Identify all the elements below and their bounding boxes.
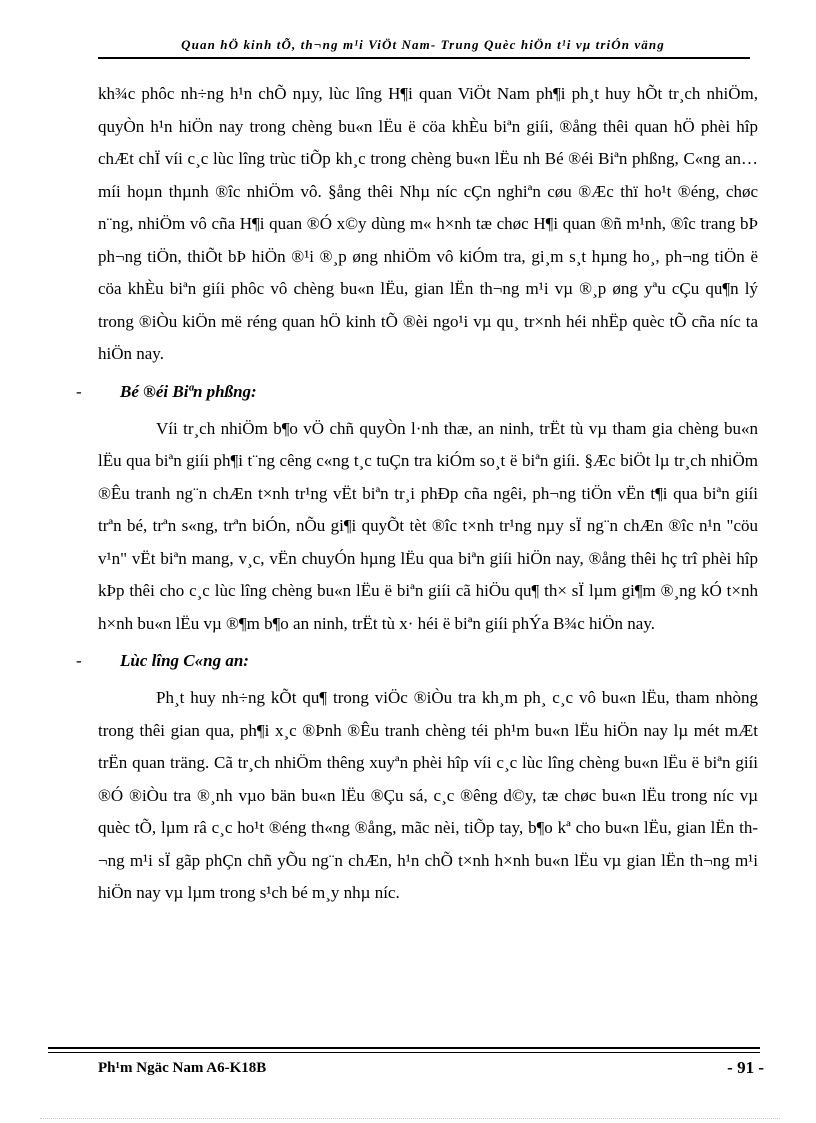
page-number: - 91 - xyxy=(727,1058,764,1077)
paragraph-customs: kh¾c phôc nh÷ng h¹n chÕ nµy, lùc lîng H¶i quan ViÖt Nam ph¶i ph¸t huy hÕt tr¸ch nhiÖm, quyÒn h¹n hiÖn nay trong chèng bu«n lËu ë cöa khÈu biªn giíi, ®ång thêi quan hÖ phèi hîp chÆt chÏ víi c¸c lùc lîng trùc tiÕp kh¸c trong chèng bu«n lËu nh Bé ®éi Biªn phßng, C«ng an… míi hoµn thµnh ®îc nhiÖm vô. §ång thêi Nhµ níc cÇn nghiªn cøu ®Æc thï ho¹t ®éng, chøc n¨ng, nhiÖm vô cña H¶i quan ®Ó x©y dùng m« h×nh tæ chøc H¶i quan ®ñ m¹nh, ®îc trang bÞ ph¬ng tiÖn, thiÕt bÞ hiÖn ®¹i ®¸p øng nhiÖm vô kiÓm tra, gi¸m s¸t hµng ho¸, ph¬ng tiÖn ë cöa khÈu biªn giíi phôc vô chèng bu«n lËu, gian lËn th¬ng m¹i vµ ®¸p øng yªu cÇu qu¶n lý trong ®iÒu kiÖn më réng quan hÖ kinh tÕ ®èi ngo¹i vµ qu¸ tr×nh héi nhËp quèc tÕ cña níc ta hiÖn nay. xyxy=(98,84,758,363)
paragraph-police: Ph¸t huy nh÷ng kÕt qu¶ trong viÖc ®iÒu tra kh¸m ph¸ c¸c vô bu«n lËu, tham nhòng trong thêi gian qua, ph¶i x¸c ®Þnh ®Êu tranh chèng téi ph¹m bu«n lËu hiÖn nay lµ mét mÆt trËn quan träng. Cã tr¸ch nhiÖm thêng xuyªn phèi hîp víi c¸c lùc lîng chèng bu«n lËu ë biªn giíi ®Ó ®iÒu tra ®¸nh vµo bän bu«n lËu ®Çu sá, c¸c ®êng d©y, tæ chøc bu«n lËu trong níc vµ quèc tÕ, lµm râ c¸c ho¹t ®éng th«ng ®ång, mãc nèi, tiÕp tay, b¶o kª cho bu«n lËu, gian lËn th¬ng m¹i sÏ gãp phÇn chñ yÕu ng¨n chÆn, h¹n chÕ t×nh h×nh bu«n lËu vµ gian lËn th¬ng m¹i hiÖn nay vµ lµm trong s¹ch bé m¸y nhµ níc. xyxy=(98,688,758,902)
header-rule xyxy=(98,57,750,59)
footer-rule xyxy=(48,1047,760,1049)
bullet-dash: - xyxy=(76,651,82,670)
bullet-dash: - xyxy=(76,381,82,401)
footer-author: Ph¹m Ngäc Nam A6-K18B xyxy=(98,1060,267,1076)
header-title: Quan hÖ kinh tÕ, th¬ng m¹i ViÖt Nam- Trung Quèc hiÖn t¹i vµ triÓn väng xyxy=(181,37,665,52)
section-heading-label: Lùc lîng C«ng an: xyxy=(120,651,249,670)
paragraph-border-guard: Víi tr¸ch nhiÖm b¶o vÖ chñ quyÒn l·nh thæ, an ninh, trËt tù vµ tham gia chèng bu«n lËu qua biªn giíi ph¶i t¨ng cêng c«ng t¸c tuÇn tra kiÓm so¸t ë biªn giíi. §Æc biÖt lµ tr¸ch nhiÖm ®Êu tranh ng¨n chÆn t×nh tr¹ng vËt biªn tr¸i phÐp cña ngêi, ph¬ng tiÖn vËn t¶i qua biªn giíi trªn bé, trªn s«ng, trªn biÓn, nÕu gi¶i quyÕt tèt ®îc t×nh tr¹ng nµy sÏ ng¨n chÆn ®îc n¹n "cöu v¹n" vËt biªn mang, v¸c, vËn chuyÓn hµng lËu qua biªn giíi hiÖn nay, ®ång thêi hç trî phèi hîp kÞp thêi cho c¸c lùc lîng chèng bu«n lËu ë biªn giíi cã hiÖu qu¶ th× sÏ lµm gi¶m ®¸ng kÓ t×nh h×nh bu«n lËu vµ ®¶m b¶o an ninh, trËt tù x· héi ë biªn giíi phÝa B¾c hiÖn nay. xyxy=(98,418,758,633)
page-bottom-border xyxy=(40,1118,780,1119)
section-heading-police xyxy=(76,640,758,682)
section-heading-label: Bé ®éi Biªn phßng: xyxy=(120,381,257,401)
footer-rule-thin xyxy=(48,1052,760,1053)
section-heading-border-guard xyxy=(76,371,758,413)
page-body xyxy=(76,78,758,910)
